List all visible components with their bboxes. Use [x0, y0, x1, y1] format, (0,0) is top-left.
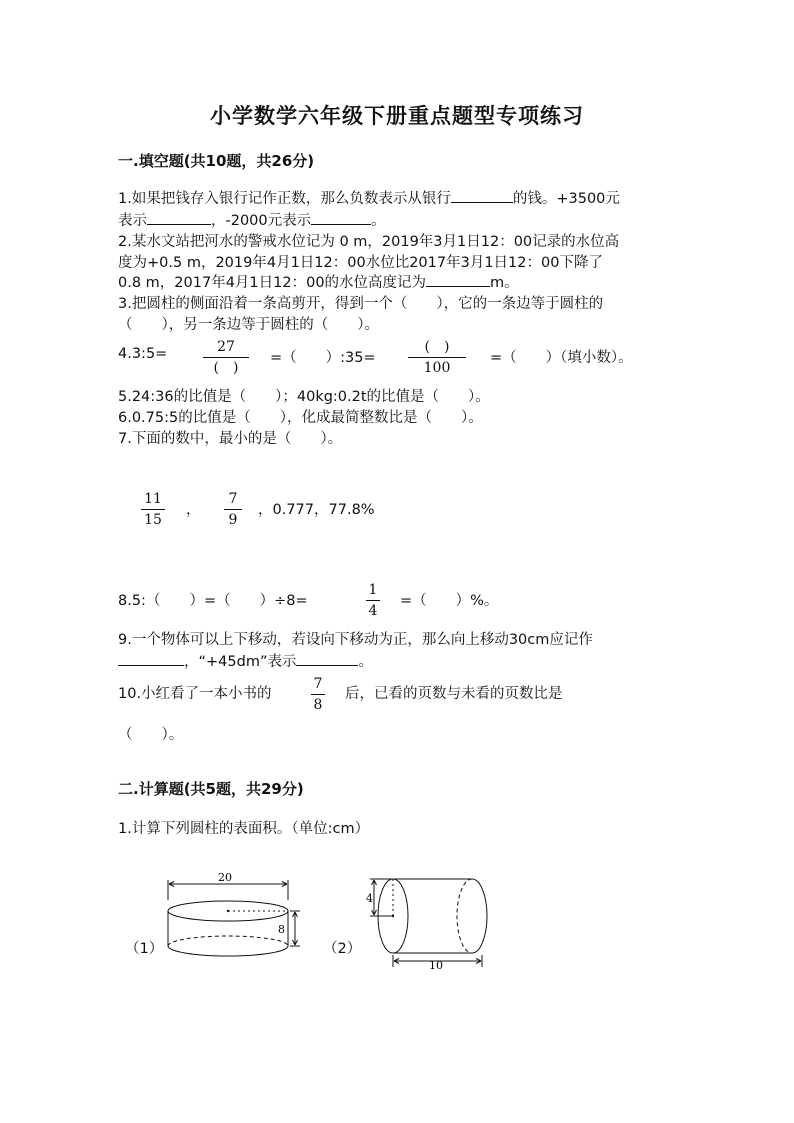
fraction-numerator: 1 — [368, 582, 378, 598]
fraction-denominator: 9 — [228, 512, 238, 528]
fraction-bar — [366, 600, 380, 601]
q2-text-b: m。 — [490, 275, 519, 291]
question-1-line-2 — [118, 209, 386, 230]
fraction-denominator: 100 — [423, 360, 451, 376]
q1-text-c: 表示 — [118, 213, 147, 229]
figure-1-label: （1） — [125, 941, 164, 957]
page-title: 小学数学六年级下册重点题型专项练习 — [210, 103, 584, 128]
question-5: 5.24:36的比值是（ ）；40kg:0.2t的比值是（ ）。 — [118, 389, 490, 405]
fraction-bar — [311, 694, 325, 695]
answer-blank[interactable] — [296, 651, 358, 666]
question-10-line-2: （ ）。 — [118, 727, 184, 743]
answer-blank[interactable] — [426, 272, 490, 287]
fraction-denominator: ( ) — [213, 360, 239, 376]
q7-separator: ， — [186, 502, 201, 518]
figure-2-diameter-label: 4 — [366, 892, 373, 905]
q8-fraction — [366, 581, 380, 620]
q4-fraction-2 — [408, 338, 466, 377]
fraction-bar — [408, 357, 466, 358]
question-7: 7.下面的数中，最小的是（ ）。 — [118, 431, 343, 447]
question-10-text-b: 后，已看的页数与未看的页数比是 — [345, 686, 563, 702]
cylinder-figure-2 — [360, 870, 500, 970]
figure-2-length-label: 10 — [429, 959, 443, 970]
fraction-denominator: 15 — [144, 512, 162, 528]
fraction-bar — [141, 509, 165, 510]
figure-2-label: （2） — [323, 941, 362, 957]
fraction-numerator: ( ) — [424, 339, 450, 355]
section-2-question-1: 1.计算下列圆柱的表面积。（单位:cm） — [118, 821, 370, 837]
question-4-text-b: =（ ）:35= — [270, 350, 376, 366]
q10-fraction — [311, 675, 325, 714]
question-2-line-3 — [118, 271, 519, 292]
q7-fraction-2 — [224, 490, 242, 529]
q7-fraction-1 — [141, 490, 165, 529]
question-3-line-1: 3.把圆柱的侧面沿着一条高剪开，得到一个（ ），它的一条边等于圆柱的 — [118, 296, 604, 312]
q4-fraction-1 — [203, 338, 249, 377]
question-4-text-a: 4.3:5= — [118, 346, 168, 362]
question-3-line-2: （ ），另一条边等于圆柱的（ ）。 — [118, 317, 379, 333]
fraction-denominator: 8 — [313, 697, 323, 713]
answer-blank[interactable] — [147, 210, 211, 225]
q1-text-a: 1.如果把钱存入银行记作正数，那么负数表示从银行 — [118, 191, 451, 207]
fraction-numerator: 7 — [313, 676, 323, 692]
figure-1-diameter-label: 20 — [218, 871, 232, 884]
question-8-text-a: 8.5:（ ）=（ ）÷8= — [118, 593, 308, 609]
fraction-bar — [203, 357, 249, 358]
question-10-text-a: 10.小红看了一本小书的 — [118, 686, 272, 702]
fraction-numerator: 7 — [228, 491, 238, 507]
fraction-numerator: 27 — [217, 339, 235, 355]
figure-1-height-label: 8 — [278, 923, 285, 936]
q9-text-a: ，“+45dm”表示 — [184, 654, 297, 670]
q1-text-e: 。 — [371, 213, 386, 229]
question-6: 6.0.75:5的比值是（ ），化成最简整数比是（ ）。 — [118, 410, 483, 426]
q7-other-options: ，0.777，77.8% — [258, 502, 375, 518]
q2-text-a: 0.8 m，2017年4月1日12：00的水位高度记为 — [118, 275, 427, 291]
question-1-line-1 — [118, 187, 620, 208]
fraction-bar — [224, 509, 242, 510]
question-2-line-2: 度为+0.5 m，2019年4月1日12：00水位比2017年3月1日12：00下降了 — [118, 255, 603, 271]
answer-blank[interactable] — [451, 188, 513, 203]
question-9-line-1: 9.一个物体可以上下移动，若设向下移动为正，那么向上移动30cm应记作 — [118, 632, 593, 648]
q1-text-d: ，-2000元表示 — [211, 213, 312, 229]
q1-text-b: 的钱。+3500元 — [512, 191, 620, 207]
section-2-heading: 二.计算题(共5题，共29分) — [118, 780, 304, 798]
fraction-denominator: 4 — [368, 603, 378, 619]
question-2-line-1: 2.某水文站把河水的警戒水位记为 0 m，2019年3月1日12：00记录的水位高 — [118, 234, 620, 250]
question-4-text-c: =（ ）（填小数）。 — [490, 350, 633, 366]
answer-blank[interactable] — [311, 210, 371, 225]
fraction-numerator: 11 — [144, 491, 162, 507]
cylinder-figure-1 — [160, 870, 300, 970]
answer-blank[interactable] — [118, 651, 184, 666]
question-9-line-2 — [118, 650, 373, 671]
question-8-text-b: =（ ）%。 — [400, 593, 499, 609]
section-1-heading: 一.填空题(共10题，共26分) — [118, 152, 315, 170]
q9-text-b: 。 — [358, 654, 373, 670]
